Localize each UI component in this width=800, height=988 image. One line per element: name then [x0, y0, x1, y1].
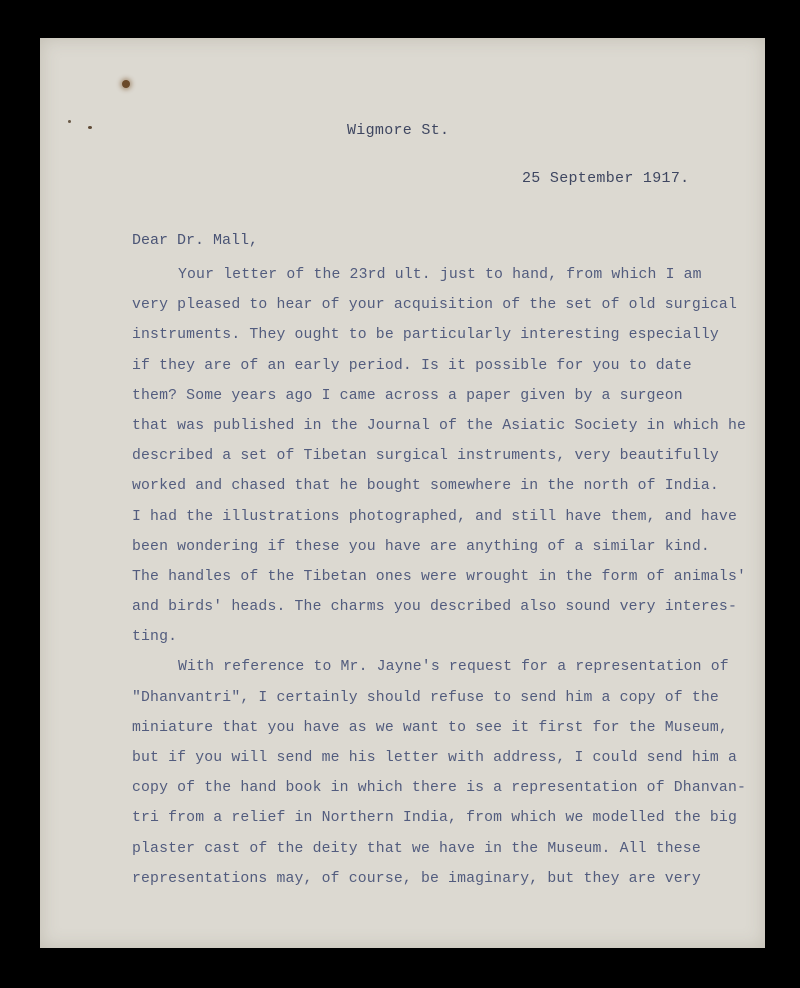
body-line: them? Some years ago I came across a paper given by a surgeon [132, 387, 683, 404]
body-line: if they are of an early period. Is it possible for you to date [132, 357, 692, 374]
salutation: Dear Dr. Mall, [132, 232, 259, 249]
body-line: ting. [132, 629, 178, 646]
body-line: representations may, of course, be imaginary, but they are very [132, 870, 701, 887]
body-line: "Dhanvantri", I certainly should refuse to send him a copy of the [132, 689, 719, 706]
body-line: worked and chased that he bought somewhere in the north of India. [132, 478, 719, 495]
body-line: copy of the hand book in which there is a representation of Dhanvan- [132, 780, 747, 797]
body-line: instruments. They ought to be particularly interesting especially [132, 327, 719, 344]
body-line: tri from a relief in Northern India, from which we modelled the big [132, 810, 737, 827]
letter-body [132, 260, 764, 894]
body-line: Your letter of the 23rd ult. just to hand, from which I am [178, 267, 702, 283]
sender-address: Wigmore St. [347, 122, 450, 139]
body-line: very pleased to hear of your acquisition of the set of old surgical [132, 297, 737, 314]
body-line: With reference to Mr. Jayne's request for a representation of [178, 659, 729, 676]
body-line: The handles of the Tibetan ones were wrought in the form of animals' [132, 568, 747, 585]
body-line: miniature that you have as we want to see it first for the Museum, [132, 719, 728, 736]
body-line: and birds' heads. The charms you described also sound very interes- [132, 599, 737, 616]
body-line: I had the illustrations photographed, and still have them, and have [132, 508, 737, 525]
ink-speck [88, 126, 92, 129]
body-line: that was published in the Journal of the Asiatic Society in which he [132, 417, 747, 434]
body-line: described a set of Tibetan surgical instruments, very beautifully [132, 448, 719, 465]
body-line: been wondering if these you have are anything of a similar kind. [132, 538, 710, 555]
ink-speck [68, 120, 71, 123]
letter-page [40, 38, 765, 948]
body-line: but if you will send me his letter with address, I could send him a [132, 750, 737, 766]
letter-date: 25 September 1917. [522, 170, 690, 187]
ink-stain [122, 80, 130, 88]
body-line: plaster cast of the deity that we have in the Museum. All these [132, 840, 701, 857]
